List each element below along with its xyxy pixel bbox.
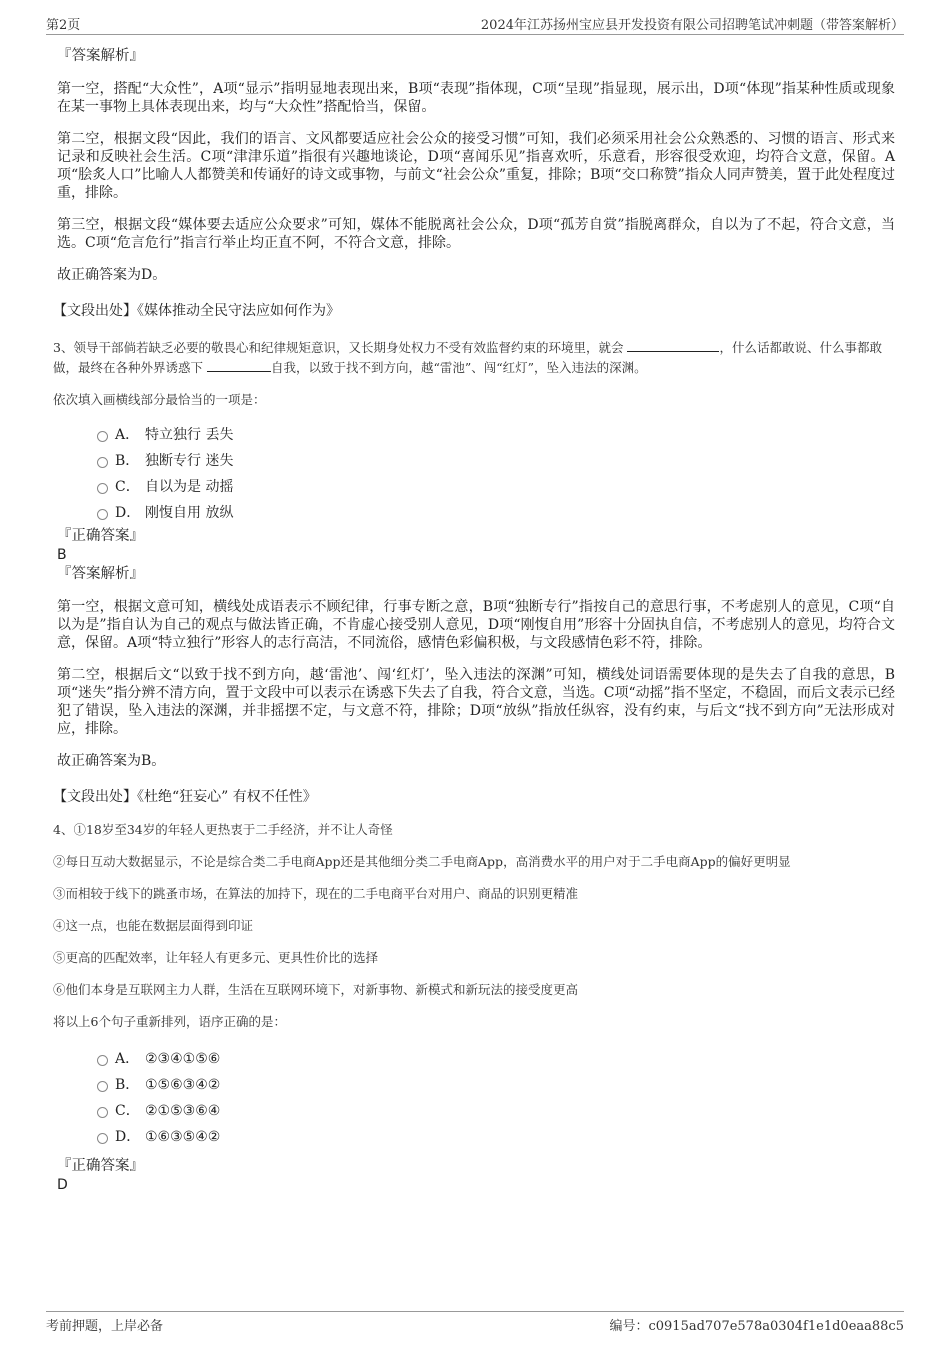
- radio-icon[interactable]: [97, 483, 108, 494]
- correct-answer: B: [57, 547, 67, 563]
- analysis-paragraph: 第二空，根据文段“因此，我们的语言、文风都要适应社会公众的接受习惯”可知，我们必须采用社会公众熟悉的、习惯的语言、形式来记录和反映社会生活。C项“津津乐道”指很有兴趣地谈论，D项“喜闻乐见”指喜欢听，乐意看，形容很受欢迎，均符合文意，保留。A项“脍炙人口”比喻人人都赞美和传诵好的诗文或事物，与前文“社会公众”重复，排除；B项“交口称赞”指众人同声赞美，置于此处程度过重，排除。: [57, 131, 895, 201]
- page-header: [46, 12, 904, 35]
- analysis-paragraph: 第一空，搭配“大众性”，A项“显示”指明显地表现出来，B项“表现”指体现，C项“呈现”指显现，展示出，D项“体现”指某种性质或现象在某一事物上具体表现出来，均与“大众性”搭配恰当，保留。: [57, 81, 895, 115]
- question-text: 3、领导干部倘若缺乏必要的敬畏心和纪律规矩意识，又长期身处权力不受有效监督约束的环境里，就会: [53, 340, 624, 355]
- sentence-item: ⑤更高的匹配效率，让年轻人有更多元、更具性价比的选择: [53, 950, 379, 965]
- fill-blank: [207, 359, 271, 372]
- analysis-paragraph: 第三空，根据文段“媒体要去适应公众要求”可知，媒体不能脱离社会公众，D项“孤芳自赏”指脱离群众，自以为了不起，符合文意，当选。C项“危言危行”指言行举止均正直不阿，不符合文意，排除。: [57, 217, 895, 251]
- page-footer: [46, 1311, 904, 1334]
- analysis-heading: 『答案解析』: [57, 48, 144, 64]
- option-a[interactable]: A． ②③④①⑤⑥: [57, 1046, 895, 1072]
- answer-conclusion: 故正确答案为D。: [57, 267, 167, 283]
- page-number: 第2页: [46, 18, 81, 33]
- option-d[interactable]: D． 刚愎自用 放纵: [57, 500, 895, 526]
- sentence-item: ④这一点，也能在数据层面得到印证: [53, 918, 254, 933]
- correct-answer-heading: 『正确答案』: [57, 528, 144, 544]
- option-a[interactable]: A． 特立独行 丢失: [57, 422, 895, 448]
- option-b[interactable]: B． ①⑤⑥③④②: [57, 1072, 895, 1098]
- document-title: 2024年江苏扬州宝应县开发投资有限公司招聘笔试冲刺题（带答案解析）: [480, 18, 904, 33]
- sentence-item: ③而相较于线下的跳蚤市场，在算法的加持下，现在的二手电商平台对用户、商品的识别更精准: [53, 886, 579, 901]
- question-prompt: 依次填入画横线部分最恰当的一项是：: [53, 392, 266, 407]
- option-c[interactable]: C． ②①⑤③⑥④: [57, 1098, 895, 1124]
- radio-icon[interactable]: [97, 1133, 108, 1144]
- fill-blank: [627, 339, 719, 352]
- radio-icon[interactable]: [97, 509, 108, 520]
- sentence-item: ⑥他们本身是互联网主力人群，生活在互联网环境下，对新事物、新模式和新玩法的接受度更高: [53, 982, 579, 997]
- radio-icon[interactable]: [97, 1107, 108, 1118]
- option-d[interactable]: D． ①⑥③⑤④②: [57, 1124, 895, 1150]
- correct-answer: D: [57, 1177, 68, 1193]
- answer-conclusion: 故正确答案为B。: [57, 753, 166, 769]
- option-c[interactable]: C． 自以为是 动摇: [57, 474, 895, 500]
- option-list: [57, 1046, 895, 1150]
- sentence-item: ②每日互动大数据显示，不论是综合类二手电商App还是其他细分类二手电商App，高消费水平的用户对于二手电商App的偏好更明显: [53, 854, 791, 869]
- page-content: [53, 46, 895, 1194]
- source-citation: 【文段出处】《媒体推动全民守法应如何作为》: [53, 303, 340, 319]
- radio-icon[interactable]: [97, 1055, 108, 1066]
- correct-answer-heading: 『正确答案』: [57, 1158, 144, 1174]
- footer-slogan: 考前押题，上岸必备: [46, 1319, 164, 1334]
- radio-icon[interactable]: [97, 1081, 108, 1092]
- question-text: ，什么话都敢说、什么事都敢做，最终在各种外界诱惑下: [53, 340, 882, 375]
- radio-icon[interactable]: [97, 431, 108, 442]
- analysis-heading: 『答案解析』: [57, 566, 144, 582]
- sentence-item: 4、①18岁至34岁的年轻人更热衷于二手经济，并不让人奇怪: [53, 822, 393, 837]
- analysis-paragraph: 第二空，根据后文“以致于找不到方向，越‘雷池’、闯‘红灯’，坠入违法的深渊”可知，横线处词语需要体现的是失去了自我的意思，B项“迷失”指分辨不清方向，置于文段中可以表示在诱惑下失去了自我，符合文意，当选。C项“动摇”指不坚定，不稳固，而后文表示已经犯了错误，坠入违法的深渊，并非摇摆不定，与文意不符，排除；D项“放纵”指放任纵容，没有约束，与后文“找不到方向”无法形成对应，排除。: [57, 667, 895, 737]
- source-citation: 【文段出处】《杜绝“狂妄心” 有权不任性》: [53, 789, 317, 805]
- option-b[interactable]: B． 独断专行 迷失: [57, 448, 895, 474]
- analysis-paragraph: 第一空，根据文意可知，横线处成语表示不顾纪律，行事专断之意，B项“独断专行”指按自己的意思行事，不考虑别人的意见，C项“自以为是”指自认为自己的观点与做法皆正确，不肯虚心接受别人意见，D项“刚愎自用”形容十分固执自信，不考虑别人的意见，均符合文意，保留。A项“特立独行”形容人的志行高洁，不同流俗，感情色彩偏积极，与文段感情色彩不符，排除。: [57, 599, 895, 651]
- question-prompt: 将以上6个句子重新排列，语序正确的是：: [53, 1014, 286, 1029]
- radio-icon[interactable]: [97, 457, 108, 468]
- option-list: [57, 422, 895, 526]
- document-code: 编号：c0915ad707e578a0304f1e1d0eaa88c5: [609, 1319, 904, 1334]
- question-stem: [53, 338, 895, 378]
- question-text: 自我，以致于找不到方向，越“雷池”、闯“红灯”，坠入违法的深渊。: [271, 360, 647, 375]
